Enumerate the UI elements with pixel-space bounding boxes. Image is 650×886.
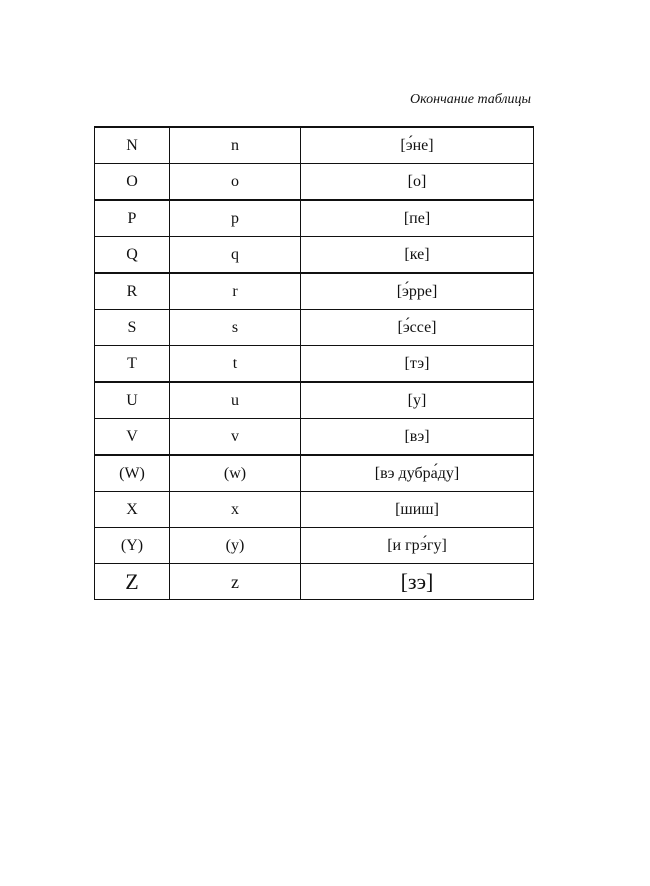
table-row bbox=[95, 346, 534, 383]
pronunciation-cell: [ке] bbox=[301, 237, 534, 274]
uppercase-letter-cell: N bbox=[95, 127, 170, 164]
table-row bbox=[95, 237, 534, 274]
uppercase-letter-cell: P bbox=[95, 200, 170, 237]
table-row bbox=[95, 528, 534, 564]
pronunciation-cell: [шиш] bbox=[301, 492, 534, 528]
lowercase-letter-cell: r bbox=[170, 273, 301, 310]
uppercase-letter-cell: T bbox=[95, 346, 170, 383]
uppercase-letter-cell: (Y) bbox=[95, 528, 170, 564]
pronunciation-cell: [о] bbox=[301, 164, 534, 201]
uppercase-letter-cell: R bbox=[95, 273, 170, 310]
table-row bbox=[95, 564, 534, 600]
table-row bbox=[95, 273, 534, 310]
uppercase-letter-cell: Z bbox=[95, 564, 170, 600]
alphabet-table bbox=[94, 126, 534, 600]
lowercase-letter-cell: o bbox=[170, 164, 301, 201]
pronunciation-cell: [у] bbox=[301, 382, 534, 419]
pronunciation-cell: [вэ дубра́ду] bbox=[301, 455, 534, 492]
table-row bbox=[95, 127, 534, 164]
lowercase-letter-cell: p bbox=[170, 200, 301, 237]
table-row bbox=[95, 455, 534, 492]
uppercase-letter-cell: U bbox=[95, 382, 170, 419]
lowercase-letter-cell: v bbox=[170, 419, 301, 456]
pronunciation-cell: [э́не] bbox=[301, 127, 534, 164]
table-row bbox=[95, 200, 534, 237]
uppercase-letter-cell: O bbox=[95, 164, 170, 201]
pronunciation-cell: [вэ] bbox=[301, 419, 534, 456]
table-row bbox=[95, 310, 534, 346]
pronunciation-cell: [зэ] bbox=[301, 564, 534, 600]
lowercase-letter-cell: q bbox=[170, 237, 301, 274]
pronunciation-cell: [и грэ́гу] bbox=[301, 528, 534, 564]
lowercase-letter-cell: n bbox=[170, 127, 301, 164]
lowercase-letter-cell: t bbox=[170, 346, 301, 383]
pronunciation-cell: [э́рре] bbox=[301, 273, 534, 310]
pronunciation-cell: [пе] bbox=[301, 200, 534, 237]
table-row bbox=[95, 419, 534, 456]
table-caption: Окончание таблицы bbox=[410, 92, 531, 107]
uppercase-letter-cell: V bbox=[95, 419, 170, 456]
lowercase-letter-cell: (w) bbox=[170, 455, 301, 492]
uppercase-letter-cell: S bbox=[95, 310, 170, 346]
table-row bbox=[95, 492, 534, 528]
lowercase-letter-cell: (y) bbox=[170, 528, 301, 564]
pronunciation-cell: [тэ] bbox=[301, 346, 534, 383]
uppercase-letter-cell: (W) bbox=[95, 455, 170, 492]
lowercase-letter-cell: u bbox=[170, 382, 301, 419]
uppercase-letter-cell: X bbox=[95, 492, 170, 528]
table-row bbox=[95, 382, 534, 419]
lowercase-letter-cell: s bbox=[170, 310, 301, 346]
lowercase-letter-cell: z bbox=[170, 564, 301, 600]
uppercase-letter-cell: Q bbox=[95, 237, 170, 274]
pronunciation-cell: [э́ссе] bbox=[301, 310, 534, 346]
lowercase-letter-cell: x bbox=[170, 492, 301, 528]
table-row bbox=[95, 164, 534, 201]
